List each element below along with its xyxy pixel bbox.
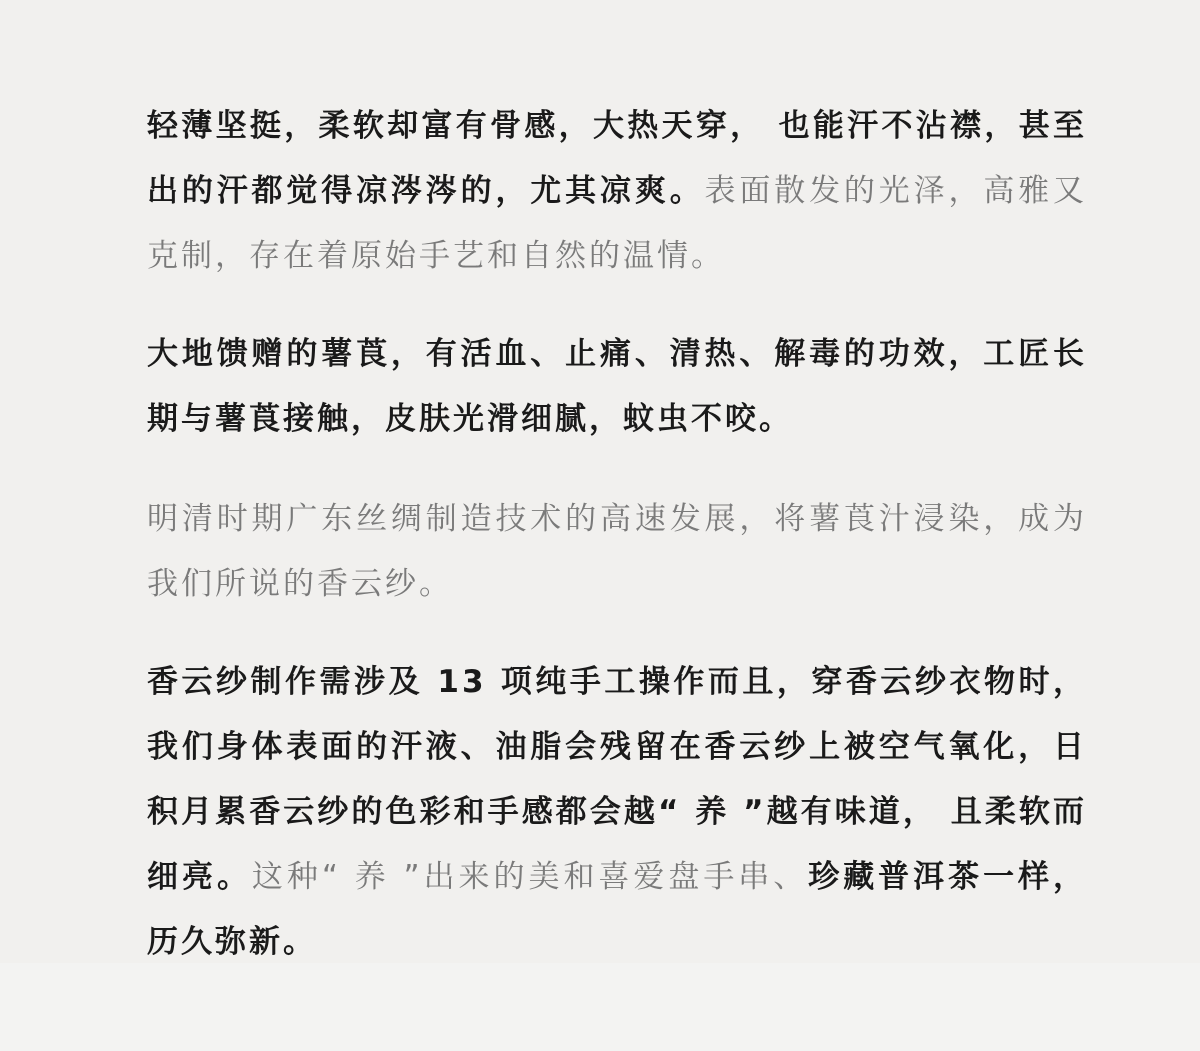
paragraph-craft-emphasis: 香云纱制作需涉及 13 项纯手工操作而且，穿香云纱衣物时，我们身体表面的汗液、油脂会残留在香云纱上被空气氧化，日积月累香云纱的色彩和手感都会越“ 养 ”越有味道， 且柔软而细亮。 (147, 664, 1087, 895)
paragraph-craft (147, 650, 1087, 975)
paragraph-texture-note: 表面散发的光泽，高雅又克制，存在着原始手艺和自然的温情。 (147, 173, 1088, 274)
paragraph-dioscorea-benefits (147, 322, 1087, 452)
bottom-band (0, 963, 1200, 1051)
paragraph-dioscorea-text: 大地馈赠的薯莨，有活血、止痛、清热、解毒的功效，工匠长期与薯莨接触，皮肤光滑细腻，蚊虫不咬。 (147, 336, 1087, 437)
paragraph-texture (147, 94, 1087, 289)
paragraph-craft-note: 这种“ 养 ”出来的美和喜爱盘手串、 (251, 859, 809, 895)
article-body (147, 94, 1087, 975)
paragraph-craft-tail: 珍藏普洱茶一样，历久弥新。 (147, 859, 1088, 960)
paragraph-history-text: 明清时期广东丝绸制造技术的高速发展，将薯莨汁浸染，成为我们所说的香云纱。 (147, 501, 1087, 602)
paragraph-texture-emphasis: 轻薄坚挺，柔软却富有骨感，大热天穿， 也能汗不沾襟，甚至出的汗都觉得凉涔涔的，尤其凉爽。 (147, 108, 1087, 209)
paragraph-history (147, 487, 1087, 617)
